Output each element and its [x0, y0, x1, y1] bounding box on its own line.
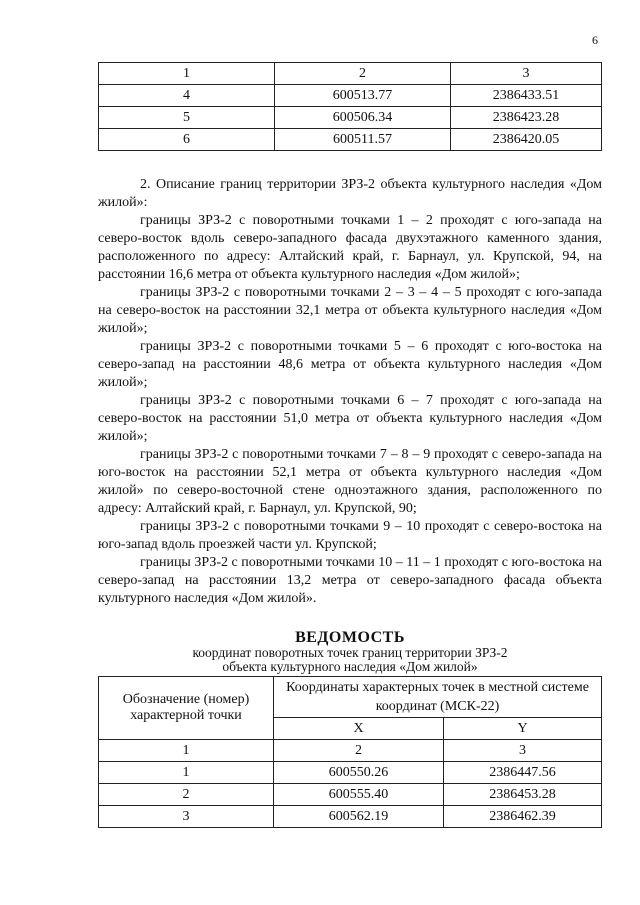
- boundary-paragraph: границы ЗРЗ-2 с поворотными точками 7 – 8 – 9 проходят с северо-запада на юго-восток на расстоянии 52,1 метра от объекта культурного наследия «Дом жилой» по северо-восточной стене одноэтажного здания, расположенного по адресу: Алтайский край, г. Барнаул, ул. Крупской, 90;: [98, 447, 602, 516]
- x-coordinate: 600562.19: [274, 806, 444, 828]
- boundary-paragraph: границы ЗРЗ-2 с поворотными точками 10 – 11 – 1 проходят с юго-востока на северо-запад на расстоянии 13,2 метра от северо-западного фасада объекта культурного наследия «Дом жилой».: [98, 555, 602, 606]
- point-number: 6: [99, 129, 275, 151]
- y-coordinate: 2386420.05: [451, 129, 602, 151]
- y-coordinate: 2386433.51: [451, 85, 602, 107]
- table-row: [99, 762, 602, 784]
- table-row: [99, 85, 602, 107]
- y-coordinate: 2386462.39: [444, 806, 602, 828]
- table-row: [99, 129, 602, 151]
- page-number: 6: [592, 33, 598, 47]
- point-number: 1: [99, 762, 274, 784]
- boundary-paragraph: границы ЗРЗ-2 с поворотными точками 5 – 6 проходят с юго-востока на северо-запад на расстоянии 48,6 метра от объекта культурного наследия «Дом жилой»;: [98, 339, 602, 390]
- section-heading-paragraph: 2. Описание границ территории ЗРЗ-2 объекта культурного наследия «Дом жилой»:: [98, 177, 602, 210]
- header-cell: 3: [444, 740, 602, 762]
- x-coordinate: 600513.77: [275, 85, 451, 107]
- boundary-paragraph: границы ЗРЗ-2 с поворотными точками 6 – 7 проходят с юго-запада на северо-восток на расстоянии 51,0 метра от объекта культурного наследия «Дом жилой»;: [98, 393, 602, 444]
- header-cell: 2: [274, 740, 444, 762]
- statement-title: ВЕДОМОСТЬ: [295, 629, 405, 646]
- y-coordinate: 2386423.28: [451, 107, 602, 129]
- table-numbering-row: [99, 740, 602, 762]
- coordinates-table-continued: [98, 62, 602, 151]
- coordinates-header: Координаты характерных точек в местной системе координат (МСК-22): [274, 677, 602, 718]
- x-header: X: [274, 718, 444, 740]
- y-header: Y: [444, 718, 602, 740]
- point-number: 2: [99, 784, 274, 806]
- boundary-paragraph: границы ЗРЗ-2 с поворотными точками 9 – 10 проходят с северо-востока на юго-запад вдоль проезжей части ул. Крупской;: [98, 519, 602, 552]
- table-header-row: [99, 63, 602, 85]
- point-number: 4: [99, 85, 275, 107]
- y-coordinate: 2386447.56: [444, 762, 602, 784]
- point-number: 3: [99, 806, 274, 828]
- x-coordinate: 600511.57: [275, 129, 451, 151]
- point-designation-header: Обозначение (номер) характерной точки: [99, 677, 274, 740]
- statement-title-block: [98, 630, 602, 674]
- header-cell: 1: [99, 740, 274, 762]
- statement-subtitle: объекта культурного наследия «Дом жилой»: [222, 659, 478, 674]
- x-coordinate: 600555.40: [274, 784, 444, 806]
- point-number: 5: [99, 107, 275, 129]
- y-coordinate: 2386453.28: [444, 784, 602, 806]
- statement-subtitle: координат поворотных точек границ территории ЗРЗ-2: [192, 645, 508, 660]
- header-cell: 2: [275, 63, 451, 85]
- table-header-row: [99, 677, 602, 718]
- x-coordinate: 600506.34: [275, 107, 451, 129]
- boundary-description: [98, 176, 602, 608]
- statement-table: [98, 676, 602, 828]
- table-row: [99, 806, 602, 828]
- header-cell: 1: [99, 63, 275, 85]
- header-cell: 3: [451, 63, 602, 85]
- x-coordinate: 600550.26: [274, 762, 444, 784]
- table-row: [99, 784, 602, 806]
- table-row: [99, 107, 602, 129]
- boundary-paragraph: границы ЗРЗ-2 с поворотными точками 2 – 3 – 4 – 5 проходят с юго-запада на северо-восток на расстоянии 32,1 метра от объекта культурного наследия «Дом жилой»;: [98, 285, 602, 336]
- boundary-paragraph: границы ЗРЗ-2 с поворотными точками 1 – 2 проходят с юго-запада на северо-восток вдоль северо-западного фасада двухэтажного каменного здания, расположенного по адресу: Алтайский край, г. Барнаул, ул. Крупской, 94, на расстоянии 16,6 метра от объекта культурного наследия «Дом жилой»;: [98, 213, 602, 282]
